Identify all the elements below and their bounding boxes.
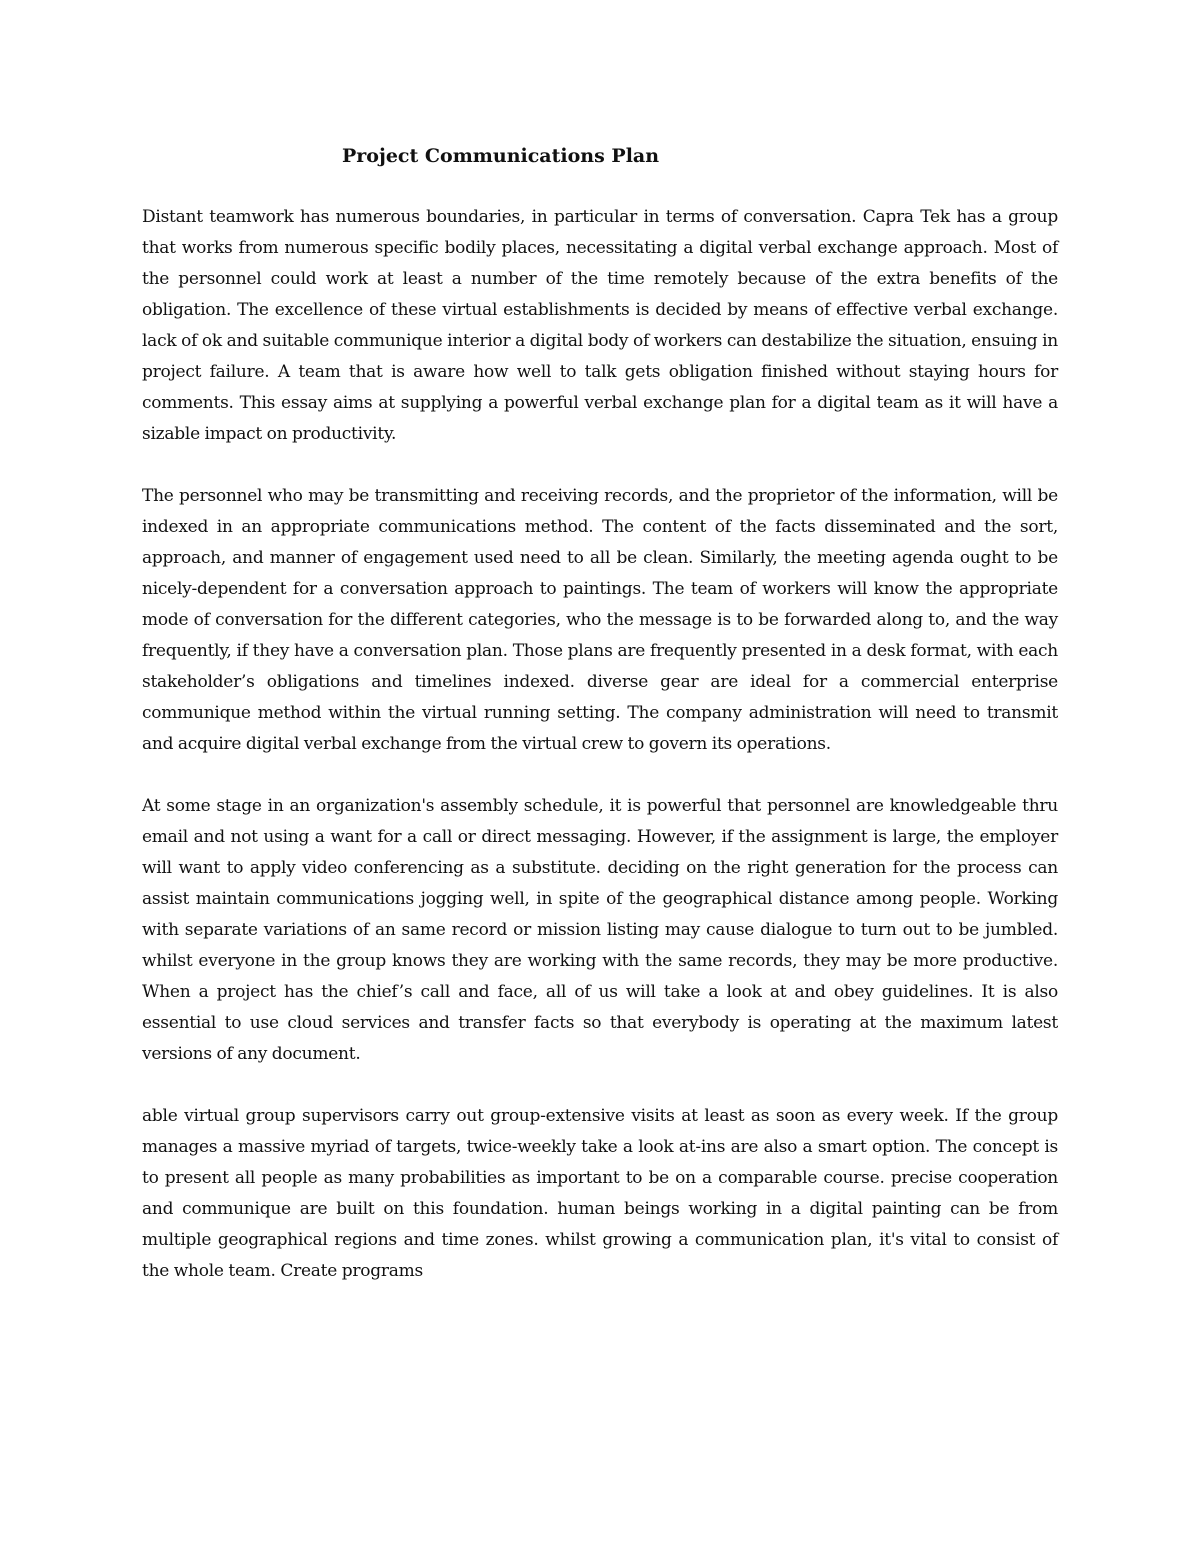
paragraph-3: At some stage in an organization's assembly schedule, it is powerful that personnel are knowledgeable thru email and not using a want for a call or direct messaging. However, if the assignment is large, the employer will want to apply video conferencing as a substitute. deciding on the right generation for the process can assist maintain communications jogging well, in spite of the geographical distance among people. Working with separate variations of an same record or mission listing may cause dialogue to turn out to be jumbled. whilst everyone in the group knows they are working with the same records, they may be more productive. When a project has the chief’s call and face, all of us will take a look at and obey guidelines. It is also essential to use cloud services and transfer facts so that everybody is operating at the maximum latest versions of any document.: [142, 796, 1058, 1064]
document-body: [142, 202, 1058, 1318]
document-title: Project Communications Plan: [342, 145, 660, 167]
paragraph-1: Distant teamwork has numerous boundaries, in particular in terms of conversation. Capra Tek has a group that works from numerous specific bodily places, necessitating a digital verbal exchange approach. Most of the personnel could work at least a number of the time remotely because of the extra benefits of the obligation. The excellence of these virtual establishments is decided by means of effective verbal exchange. lack of ok and suitable communique interior a digital body of workers can destabilize the situation, ensuing in project failure. A team that is aware how well to talk gets obligation finished without staying hours for comments. This essay aims at supplying a powerful verbal exchange plan for a digital team as it will have a sizable impact on productivity.: [142, 207, 1058, 444]
paragraph-2: The personnel who may be transmitting and receiving records, and the proprietor of the information, will be indexed in an appropriate communications method. The content of the facts disseminated and the sort, approach, and manner of engagement used need to all be clean. Similarly, the meeting agenda ought to be nicely-dependent for a conversation approach to paintings. The team of workers will know the appropriate mode of conversation for the different categories, who the message is to be forwarded along to, and the way frequently, if they have a conversation plan. Those plans are frequently presented in a desk format, with each stakeholder’s obligations and timelines indexed. diverse gear are ideal for a commercial enterprise communique method within the virtual running setting. The company administration will need to transmit and acquire digital verbal exchange from the virtual crew to govern its operations.: [142, 486, 1058, 754]
paragraph-4: able virtual group supervisors carry out group-extensive visits at least as soon as every week. If the group manages a massive myriad of targets, twice-weekly take a look at-ins are also a smart option. The concept is to present all people as many probabilities as important to be on a comparable course. precise cooperation and communique are built on this foundation. human beings working in a digital painting can be from multiple geographical regions and time zones. whilst growing a communication plan, it's vital to consist of the whole team. Create programs: [142, 1106, 1058, 1281]
